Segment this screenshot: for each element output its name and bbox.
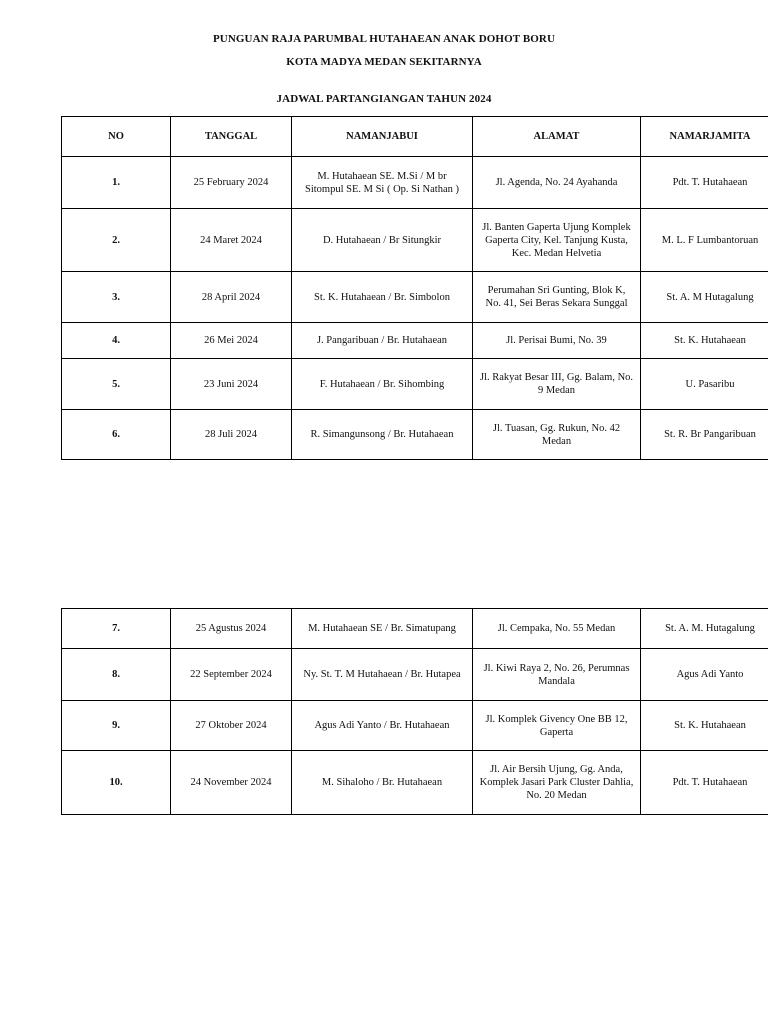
table-row (62, 209, 768, 272)
org-subtitle: KOTA MADYA MEDAN SEKITARNYA (286, 56, 482, 68)
cell-tanggal: 28 Juli 2024 (171, 410, 292, 460)
cell-namanjabui: R. Simangunsong / Br. Hutahaean (292, 410, 473, 460)
table-row (62, 410, 768, 460)
cell-no: 1. (62, 157, 171, 209)
cell-namarjamita: St. K. Hutahaean (641, 701, 768, 751)
cell-no: 7. (62, 609, 171, 649)
table-row (62, 751, 768, 815)
table-row (62, 323, 768, 359)
cell-no: 2. (62, 209, 171, 272)
org-title: PUNGUAN RAJA PARUMBAL HUTAHAEAN ANAK DOHOT BORU (212, 33, 556, 45)
cell-namanjabui: F. Hutahaean / Br. Sihombing (292, 359, 473, 410)
cell-tanggal: 27 Oktober 2024 (171, 701, 292, 751)
cell-no: 5. (62, 359, 171, 410)
cell-namanjabui: D. Hutahaean / Br Situngkir (292, 209, 473, 272)
table-row (62, 157, 768, 209)
cell-no: 9. (62, 701, 171, 751)
cell-tanggal: 23 Juni 2024 (171, 359, 292, 410)
col-header-namanjabui: NAMANJABUI (292, 117, 473, 157)
col-header-no: NO (62, 117, 171, 157)
cell-no: 10. (62, 751, 171, 815)
cell-tanggal: 25 Agustus 2024 (171, 609, 292, 649)
cell-namarjamita: St. A. M. Hutagalung (641, 609, 768, 649)
cell-namanjabui: Ny. St. T. M Hutahaean / Br. Hutapea (292, 649, 473, 701)
cell-namarjamita: Pdt. T. Hutahaean (641, 751, 768, 815)
cell-namanjabui: M. Hutahaean SE. M.Si / M br Sitompul SE. M Si ( Op. Si Nathan ) (292, 157, 473, 209)
cell-tanggal: 24 Maret 2024 (171, 209, 292, 272)
cell-namarjamita: M. L. F Lumbantoruan (641, 209, 768, 272)
cell-namanjabui: Agus Adi Yanto / Br. Hutahaean (292, 701, 473, 751)
cell-alamat: Jl. Komplek Givency One BB 12, Gaperta (473, 701, 641, 751)
cell-no: 8. (62, 649, 171, 701)
table-row (62, 272, 768, 323)
table-header-row (62, 117, 768, 157)
cell-alamat: Perumahan Sri Gunting, Blok K, No. 41, Sei Beras Sekara Sunggal (473, 272, 641, 323)
col-header-tanggal: TANGGAL (171, 117, 292, 157)
cell-namanjabui: M. Hutahaean SE / Br. Simatupang (292, 609, 473, 649)
table-row (62, 359, 768, 410)
col-header-namarjamita: NAMARJAMITA (641, 117, 768, 157)
cell-no: 6. (62, 410, 171, 460)
cell-alamat: Jl. Agenda, No. 24 Ayahanda (473, 157, 641, 209)
schedule-title: JADWAL PARTANGIANGAN TAHUN 2024 (276, 93, 492, 105)
cell-tanggal: 26 Mei 2024 (171, 323, 292, 359)
cell-alamat: Jl. Banten Gaperta Ujung Komplek Gaperta City, Kel. Tanjung Kusta, Kec. Medan Helvetia (473, 209, 641, 272)
cell-namarjamita: St. A. M Hutagalung (641, 272, 768, 323)
cell-no: 4. (62, 323, 171, 359)
schedule-table-part2 (61, 608, 768, 815)
cell-tanggal: 28 April 2024 (171, 272, 292, 323)
cell-alamat: Jl. Perisai Bumi, No. 39 (473, 323, 641, 359)
cell-tanggal: 25 February 2024 (171, 157, 292, 209)
cell-namanjabui: St. K. Hutahaean / Br. Simbolon (292, 272, 473, 323)
cell-namarjamita: Agus Adi Yanto (641, 649, 768, 701)
cell-namarjamita: Pdt. T. Hutahaean (641, 157, 768, 209)
table-row (62, 649, 768, 701)
cell-tanggal: 22 September 2024 (171, 649, 292, 701)
table-row (62, 609, 768, 649)
schedule-table-part1 (61, 116, 768, 460)
cell-tanggal: 24 November 2024 (171, 751, 292, 815)
cell-alamat: Jl. Tuasan, Gg. Rukun, No. 42 Medan (473, 410, 641, 460)
col-header-alamat: ALAMAT (473, 117, 641, 157)
cell-no: 3. (62, 272, 171, 323)
cell-namanjabui: M. Sihaloho / Br. Hutahaean (292, 751, 473, 815)
cell-namanjabui: J. Pangaribuan / Br. Hutahaean (292, 323, 473, 359)
cell-alamat: Jl. Rakyat Besar III, Gg. Balam, No. 9 Medan (473, 359, 641, 410)
cell-alamat: Jl. Cempaka, No. 55 Medan (473, 609, 641, 649)
cell-namarjamita: St. R. Br Pangaribuan (641, 410, 768, 460)
table-row (62, 701, 768, 751)
cell-namarjamita: U. Pasaribu (641, 359, 768, 410)
cell-alamat: Jl. Kiwi Raya 2, No. 26, Perumnas Mandala (473, 649, 641, 701)
cell-alamat: Jl. Air Bersih Ujung, Gg. Anda, Komplek Jasari Park Cluster Dahlia, No. 20 Medan (473, 751, 641, 815)
cell-namarjamita: St. K. Hutahaean (641, 323, 768, 359)
